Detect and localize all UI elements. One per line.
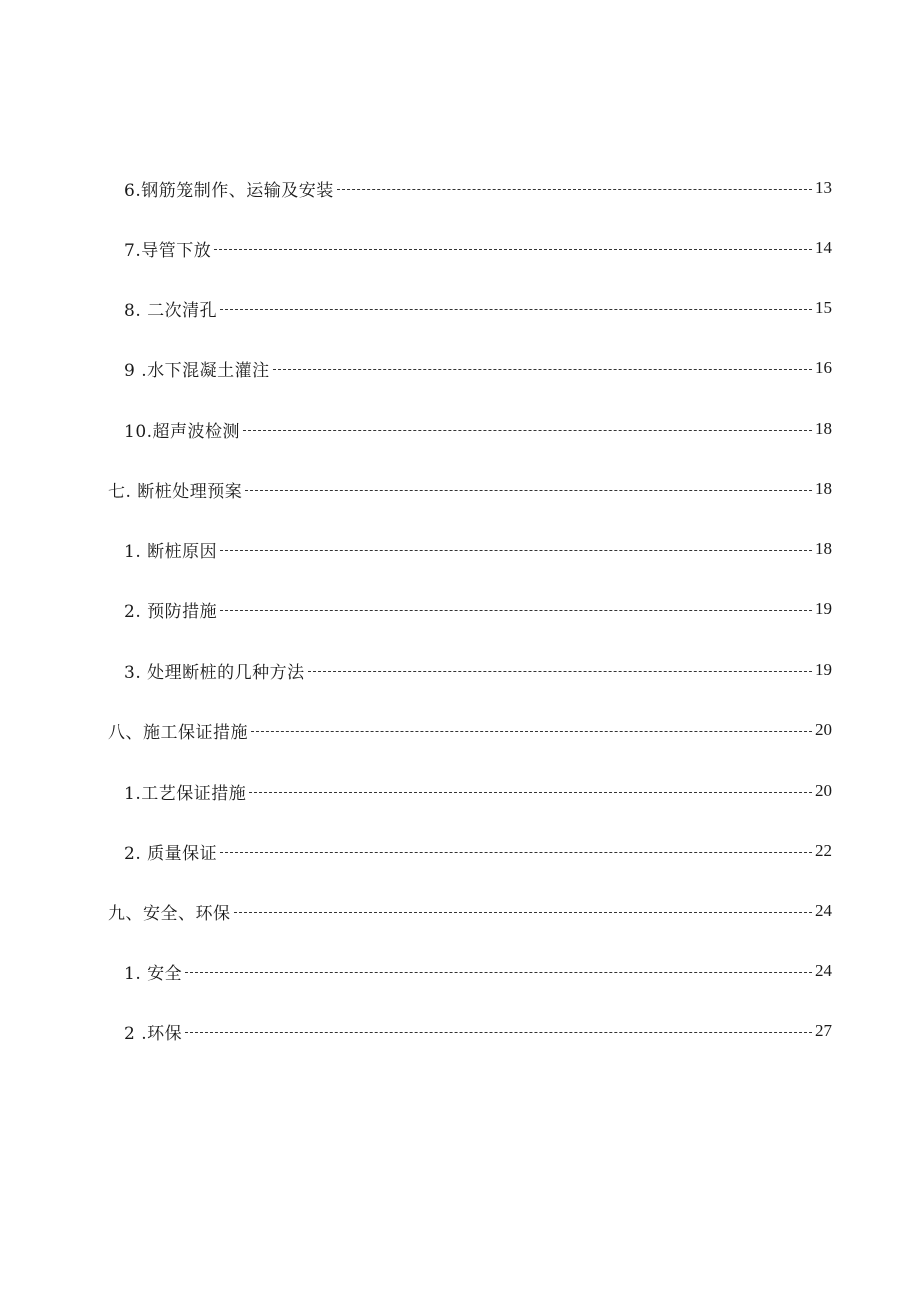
toc-page-number: 24 [815, 961, 832, 980]
toc-entry-label: 6.钢筋笼制作、运输及安装 [124, 180, 334, 201]
toc-entry[interactable] [124, 534, 832, 564]
toc-page-number: 27 [815, 1021, 832, 1040]
toc-entry[interactable] [124, 594, 832, 624]
toc-leader-dashes [185, 1032, 812, 1033]
toc-entry[interactable] [124, 414, 832, 444]
toc-entry-label: 2 .环保 [124, 1023, 183, 1044]
toc-leader-dashes [308, 671, 812, 672]
toc-leader-dashes [220, 610, 812, 611]
toc-entry[interactable] [108, 896, 832, 926]
toc-leader-dashes [220, 309, 812, 310]
toc-page-number: 20 [815, 720, 832, 739]
toc-entry-label: 3. 处理断桩的几种方法 [124, 662, 305, 683]
toc-entry[interactable] [124, 776, 832, 806]
toc-entry[interactable] [124, 655, 832, 685]
toc-leader-dashes [243, 430, 812, 431]
toc-entry[interactable] [124, 353, 832, 383]
toc-entry-label: 2. 质量保证 [124, 843, 218, 864]
toc-entry[interactable] [124, 956, 832, 986]
toc-leader-dashes [220, 852, 812, 853]
toc-leader-dashes [234, 912, 813, 913]
toc-entry[interactable] [108, 715, 832, 745]
toc-page-number: 18 [815, 479, 832, 498]
toc-entry-label: 2. 预防措施 [124, 601, 218, 622]
toc-entry-label: 8. 二次清孔 [124, 300, 218, 321]
toc-page-number: 19 [815, 599, 832, 618]
toc-page-number: 14 [815, 238, 832, 257]
toc-page-number: 24 [815, 901, 832, 920]
toc-entry[interactable] [124, 293, 832, 323]
toc-entry-label: 1. 断桩原因 [124, 541, 218, 562]
toc-entry-label: 7.导管下放 [124, 240, 212, 261]
toc-page-number: 18 [815, 419, 832, 438]
toc-entry-label: 九、安全、环保 [108, 903, 231, 924]
toc-leader-dashes [337, 189, 812, 190]
toc-entry-label: 10.超声波检测 [124, 421, 241, 442]
toc-entry[interactable] [124, 173, 832, 203]
toc-page-number: 20 [815, 781, 832, 800]
toc-leader-dashes [273, 369, 812, 370]
toc-entry-label: 9 .水下混凝土灌注 [124, 360, 270, 381]
toc-leader-dashes [185, 972, 812, 973]
toc-entry[interactable] [108, 474, 832, 504]
toc-entry-label: 1. 安全 [124, 963, 183, 984]
toc-leader-dashes [249, 792, 812, 793]
toc-leader-dashes [214, 249, 812, 250]
toc-page-number: 15 [815, 298, 832, 317]
toc-entry-label: 1.工艺保证措施 [124, 783, 247, 804]
toc-entry[interactable] [124, 836, 832, 866]
toc-page-number: 22 [815, 841, 832, 860]
toc-page-number: 16 [815, 358, 832, 377]
toc-page-number: 18 [815, 539, 832, 558]
toc-leader-dashes [245, 490, 812, 491]
toc-entry-label: 七. 断桩处理预案 [108, 481, 243, 502]
toc-entry[interactable] [124, 233, 832, 263]
toc-leader-dashes [251, 731, 812, 732]
toc-page-number: 19 [815, 660, 832, 679]
toc-entry[interactable] [124, 1016, 832, 1046]
toc-leader-dashes [220, 550, 812, 551]
toc-entry-label: 八、施工保证措施 [108, 722, 248, 743]
toc-page-number: 13 [815, 178, 832, 197]
